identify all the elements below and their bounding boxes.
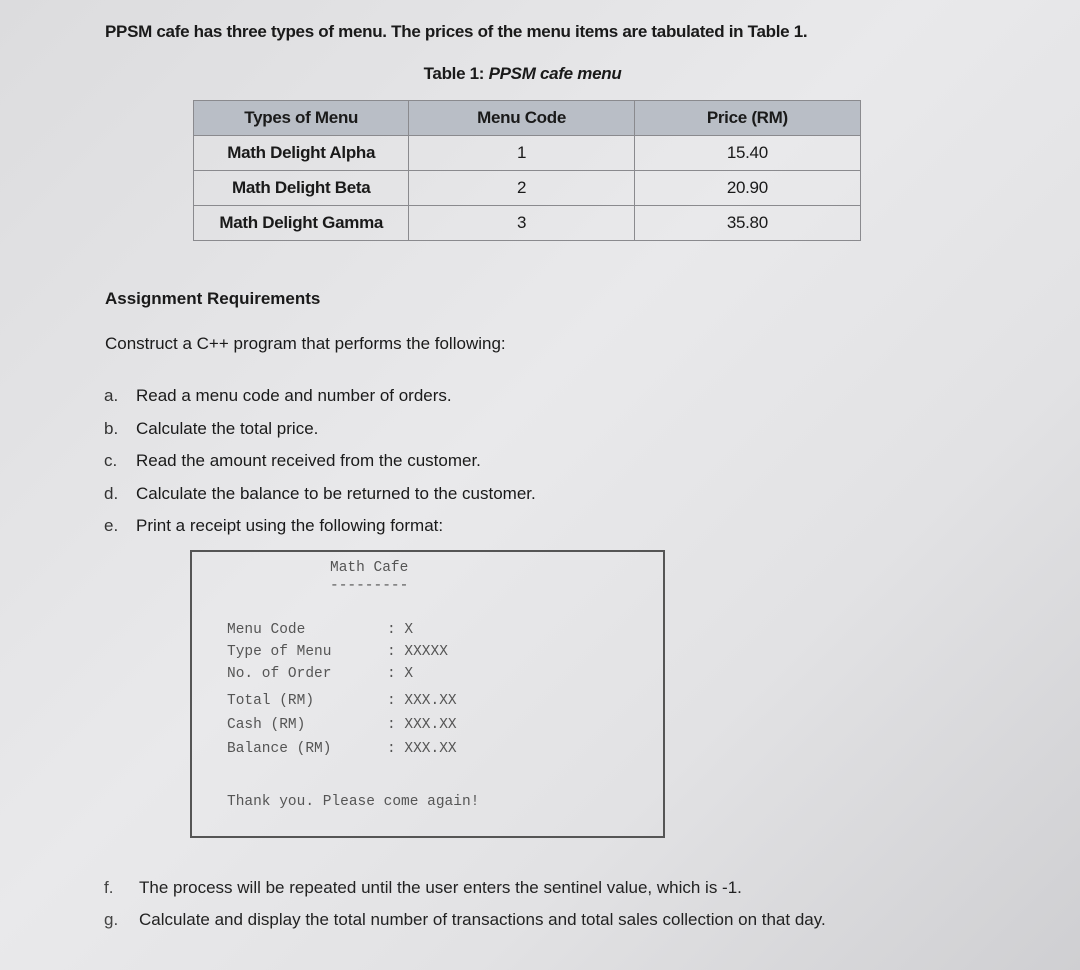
list-marker: f. bbox=[104, 878, 114, 897]
table-caption-prefix: Table 1: bbox=[423, 64, 489, 83]
cell-price: 35.80 bbox=[634, 206, 860, 241]
list-marker: b. bbox=[104, 418, 119, 438]
receipt-value: : XXX.XX bbox=[387, 693, 457, 709]
cell-price: 15.40 bbox=[634, 136, 860, 171]
list-item-text: The process will be repeated until the user enters the sentinel value, which is -1. bbox=[139, 878, 742, 897]
receipt-row bbox=[227, 622, 413, 644]
cell-menu-code: 2 bbox=[409, 171, 634, 206]
list-marker: e. bbox=[104, 516, 119, 535]
receipt-divider: --------- bbox=[330, 578, 409, 594]
intro-text: PPSM cafe has three types of menu. The prices of the menu items are tabulated in Table 1. bbox=[105, 22, 808, 41]
additional-requirements-list bbox=[104, 878, 826, 942]
table-row bbox=[194, 206, 861, 241]
list-item-text: Print a receipt using the following format: bbox=[136, 516, 444, 535]
receipt-value: : X bbox=[387, 622, 414, 638]
header-price: Price (RM) bbox=[634, 101, 860, 136]
list-item-text: Calculate the total price. bbox=[136, 418, 319, 438]
list-item bbox=[104, 484, 536, 517]
list-marker: c. bbox=[104, 451, 118, 470]
cell-menu-type: Math Delight Alpha bbox=[194, 136, 409, 171]
receipt-row bbox=[227, 741, 457, 763]
requirements-intro: Construct a C++ program that performs the following: bbox=[105, 334, 506, 353]
receipt-label: Cash (RM) bbox=[227, 717, 306, 733]
list-item bbox=[104, 386, 536, 419]
table-header-row bbox=[194, 101, 861, 136]
receipt-label: Balance (RM) bbox=[227, 741, 332, 757]
receipt-row bbox=[227, 717, 457, 739]
receipt-box bbox=[190, 550, 665, 838]
receipt-label: No. of Order bbox=[227, 666, 332, 682]
receipt-title: Math Cafe bbox=[330, 560, 409, 576]
list-item bbox=[104, 878, 826, 910]
list-item-text: Read the amount received from the customer. bbox=[136, 451, 481, 470]
list-item bbox=[104, 910, 826, 942]
list-item bbox=[104, 516, 536, 549]
list-item bbox=[104, 419, 536, 452]
list-item-text: Calculate the balance to be returned to the customer. bbox=[136, 483, 536, 503]
receipt-thanks: Thank you. Please come again! bbox=[227, 794, 480, 810]
receipt-value: : XXXXX bbox=[387, 644, 448, 660]
cell-menu-type: Math Delight Beta bbox=[194, 171, 409, 206]
list-marker: d. bbox=[104, 483, 119, 503]
menu-table bbox=[193, 100, 861, 241]
list-item-text: Read a menu code and number of orders. bbox=[136, 386, 452, 405]
table-row bbox=[194, 171, 861, 206]
receipt-label: Type of Menu bbox=[227, 644, 332, 660]
receipt-row bbox=[227, 666, 413, 688]
table-row bbox=[194, 136, 861, 171]
list-marker: a. bbox=[104, 386, 119, 405]
receipt-value: : XXX.XX bbox=[387, 717, 457, 733]
list-item-text: Calculate and display the total number of transactions and total sales collection on that day. bbox=[139, 910, 826, 929]
receipt-row bbox=[227, 644, 448, 666]
receipt-row bbox=[227, 693, 457, 715]
cell-menu-type: Math Delight Gamma bbox=[194, 206, 409, 241]
header-types-of-menu: Types of Menu bbox=[194, 101, 409, 136]
cell-menu-code: 1 bbox=[409, 136, 634, 171]
cell-price: 20.90 bbox=[634, 171, 860, 206]
requirements-title: Assignment Requirements bbox=[105, 289, 321, 308]
list-marker: g. bbox=[104, 910, 119, 929]
table-caption-name: PPSM cafe menu bbox=[488, 64, 622, 83]
list-item bbox=[104, 451, 536, 484]
requirements-list bbox=[104, 386, 536, 549]
receipt-label: Menu Code bbox=[227, 622, 306, 638]
header-menu-code: Menu Code bbox=[409, 101, 634, 136]
receipt-value: : X bbox=[387, 666, 414, 682]
receipt-label: Total (RM) bbox=[227, 693, 315, 709]
table-caption bbox=[0, 64, 1045, 84]
cell-menu-code: 3 bbox=[409, 206, 634, 241]
receipt-value: : XXX.XX bbox=[387, 741, 457, 757]
